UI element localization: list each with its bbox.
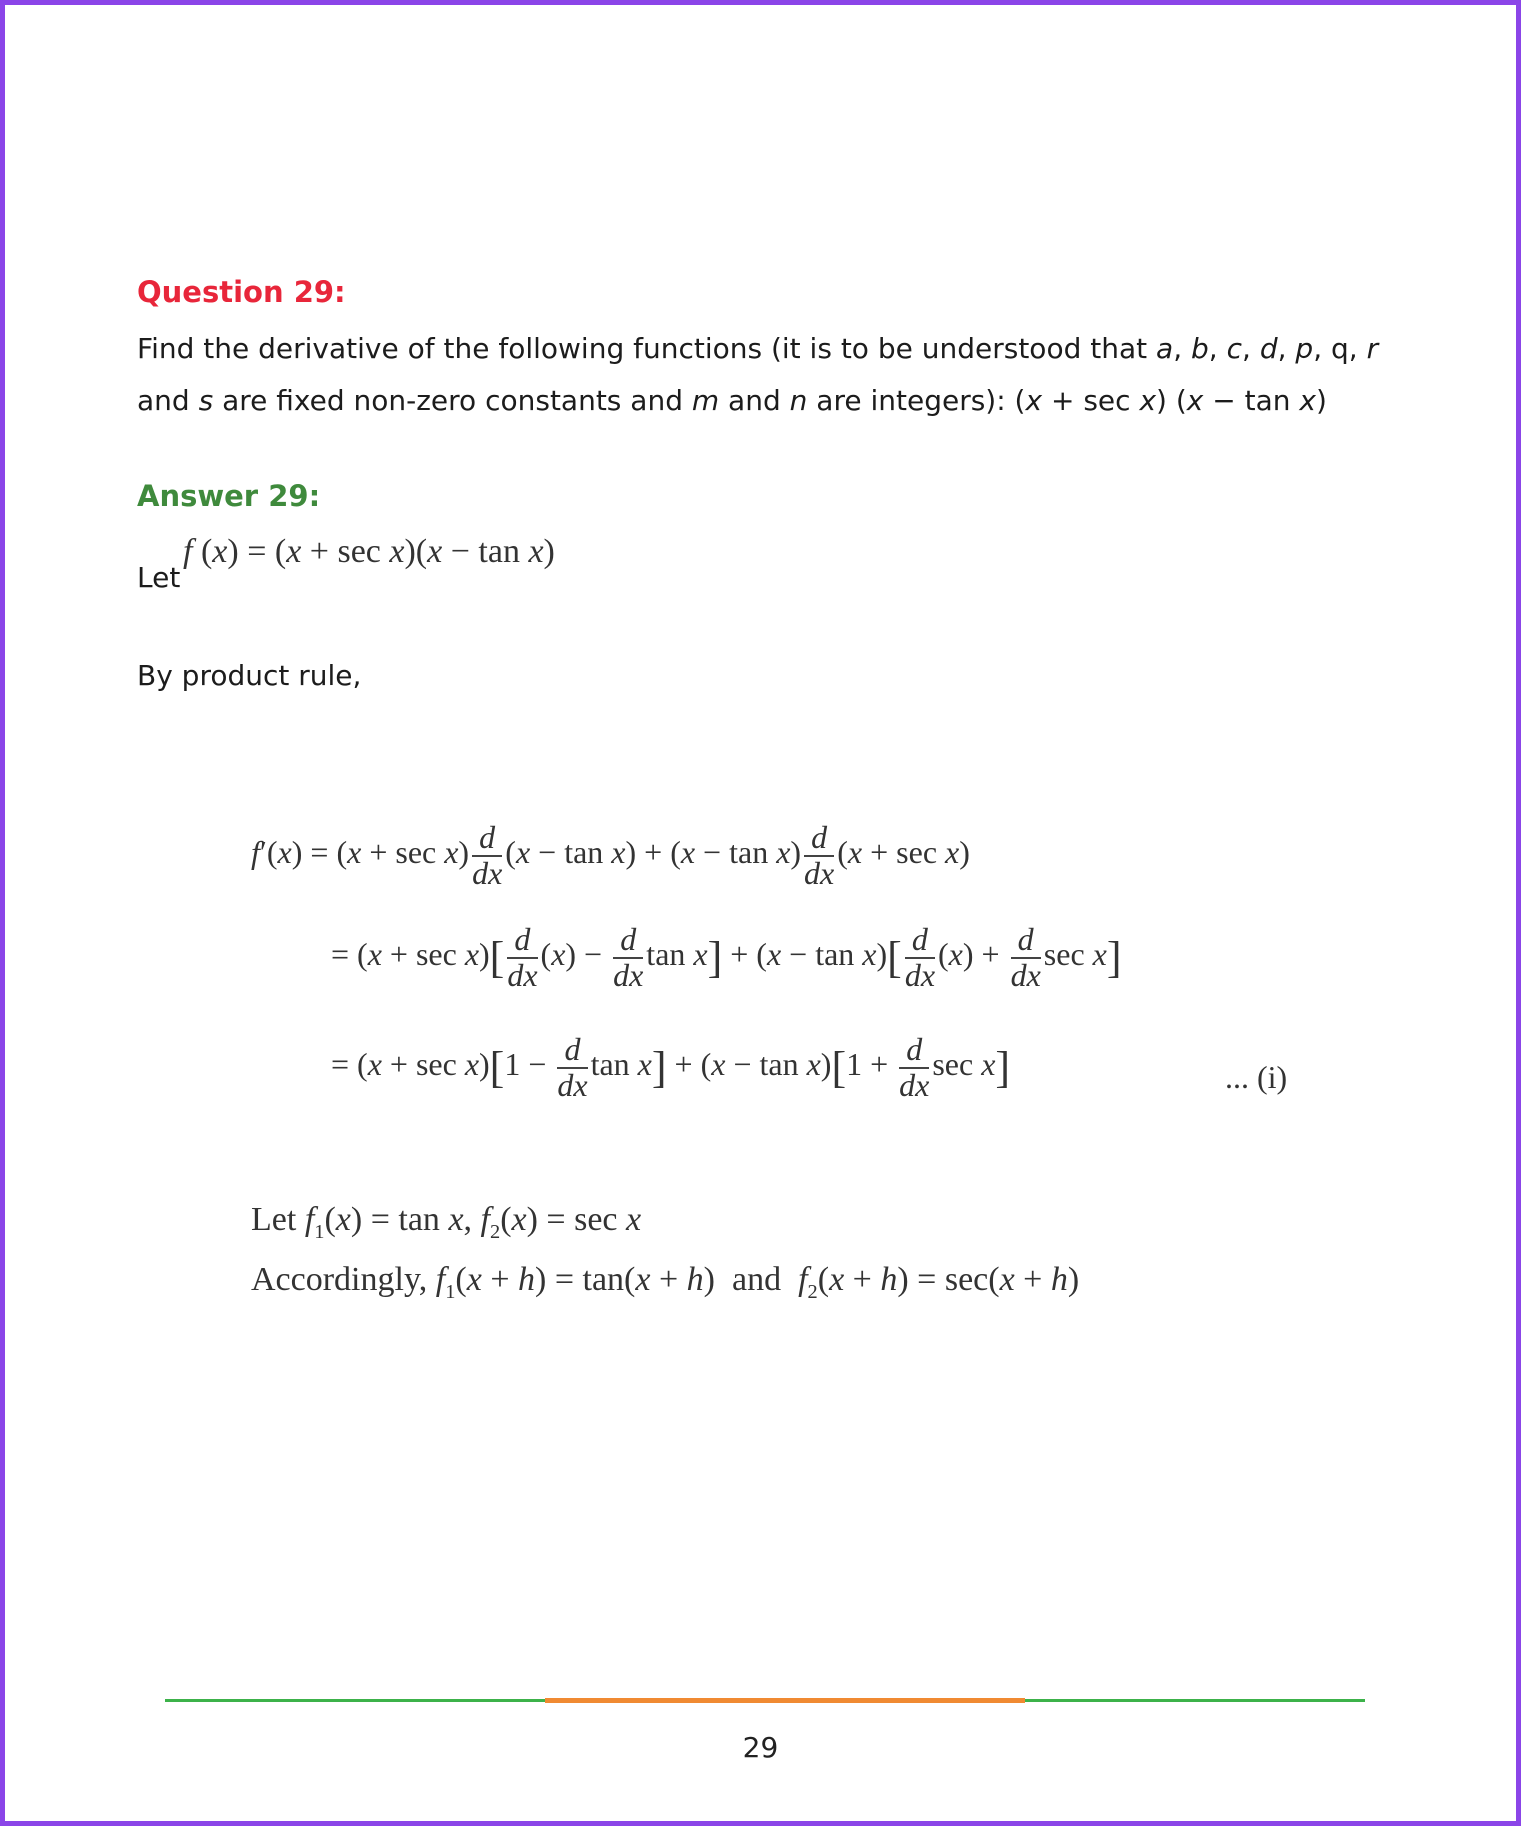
question-text-part: + sec <box>1042 384 1140 417</box>
let-f1-f2-formula: Let $f_1(x) = \tan x$, $f_2(x) = \sec x$ <box>251 1201 642 1243</box>
let-label: Let <box>137 561 181 594</box>
let-definition <box>137 533 837 603</box>
page-number: 29 <box>742 1731 779 1764</box>
equation-tag: ... (i) <box>1225 1059 1288 1095</box>
question-text: Find the derivative of the following functions (it is to be understood that a, b, c, d, p, q, r and s are fixed non-zero constants and m and n are integers): (x + sec x) (x − tan x) <box>137 332 1379 417</box>
var-c: c <box>1226 332 1242 365</box>
var-x: x <box>1186 384 1204 417</box>
derivative-equation-line-3: = (x + sec x)[1 − $\frac{d}{dx}$ tan x] + (x − tan x)[1 + $\frac{d}{dx}$ sec x] <box>331 1031 1011 1103</box>
var-x: x <box>1139 384 1157 417</box>
question-text-part: and <box>719 384 790 417</box>
question-text-part: ) ( <box>1156 384 1187 417</box>
footer-divider-orange <box>545 1698 1025 1703</box>
var-s: s <box>198 384 214 417</box>
var-m: m <box>691 384 720 417</box>
var-q: q <box>1331 332 1349 365</box>
var-d: d <box>1259 332 1278 365</box>
var-b: b <box>1191 332 1209 365</box>
question-text-part: − tan <box>1203 384 1300 417</box>
function-definition-formula: f (x) = (x + sec x)(x − tan x) <box>183 533 555 570</box>
accordingly-formula: Accordingly, $f_1(x + h) = \tan(x + h)$ and $f_2(x + h) = \sec(x + h)$ <box>251 1261 1080 1303</box>
var-p: p <box>1295 332 1314 365</box>
var-a: a <box>1156 332 1174 365</box>
question-text-part: Find the derivative of the following functions (it is to be understood that <box>137 332 1157 365</box>
answer-title: Answer 29: <box>137 479 321 513</box>
derivative-equation-line-2: = (x + sec x)[ $\frac{d}{dx}$ (x) − $\frac{d}{dx}$ tan x] + (x − tan x)[ $\frac{d}{dx}$ (x) + $\frac{d}{dx}$ sec x] <box>331 921 1122 993</box>
var-r: r <box>1366 332 1379 365</box>
var-n: n <box>789 384 808 417</box>
question-text-part: ) <box>1315 384 1327 417</box>
question-text-part: are integers): ( <box>807 384 1026 417</box>
product-rule-text: By product rule, <box>137 659 362 692</box>
var-x: x <box>1025 384 1043 417</box>
footer-divider <box>165 1697 1365 1703</box>
question-title: Question 29: <box>137 275 346 309</box>
derivative-equation-line-1: f′(x) = (x + sec x) $\frac{d}{dx}$ (x − tan x) + (x − tan x) $\frac{d}{dx}$ (x + sec x) <box>251 819 970 891</box>
var-x: x <box>1299 384 1316 417</box>
question-text-part: are fixed non-zero constants and <box>213 384 692 417</box>
question-text-part: and <box>137 384 199 417</box>
